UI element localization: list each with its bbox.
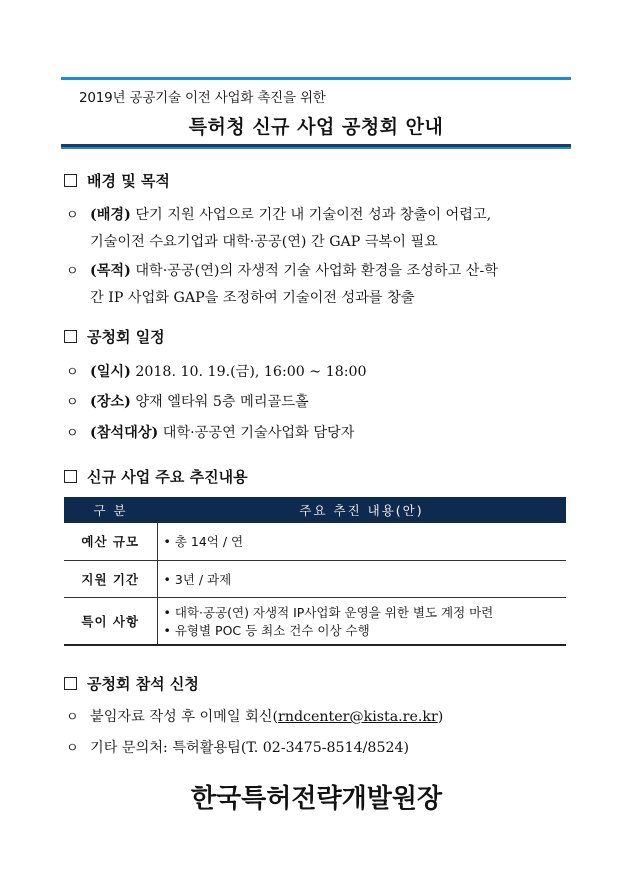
list-item: ㅇ (장소) 양재 엘타워 5층 메리골드홀 (66, 389, 586, 416)
section-heading-plan (64, 466, 248, 487)
email-link[interactable]: rndcenter@kista.re.kr (278, 709, 438, 725)
table-row (64, 560, 566, 597)
section-title: 배경 및 목적 (87, 172, 170, 190)
section-title: 공청회 참석 신청 (87, 675, 199, 693)
section-heading-background (64, 170, 170, 191)
document-subtitle: 2019년 공공기술 이전 사업화 촉진을 위한 (79, 90, 326, 106)
circle-bullet-icon: ㅇ (66, 365, 79, 380)
circle-bullet-icon: ㅇ (66, 208, 79, 223)
row-label: 지원 기간 (64, 560, 157, 597)
document-header (61, 77, 571, 149)
table-row (64, 597, 566, 645)
section-title: 공청회 일정 (87, 328, 165, 346)
header-top-rule (61, 77, 571, 80)
row-content: • 대학·공공(연) 자생적 IP사업화 운영을 위한 별도 계정 마련 • 유형별 POC 등 최소 건수 이상 수행 (157, 597, 566, 645)
section-title: 신규 사업 주요 추진내용 (87, 468, 248, 486)
circle-bullet-icon: ㅇ (66, 710, 79, 725)
issuer-signature: 한국특허전략개발원장 (190, 784, 443, 814)
checkbox-square-icon (64, 470, 77, 483)
section-heading-apply (64, 673, 199, 694)
checkbox-square-icon (64, 330, 77, 343)
list-item: ㅇ (참석대상) 대학·공공연 기술사업화 담당자 (66, 420, 586, 447)
plan-table (64, 497, 566, 646)
column-header: 주요 추진 내용(안) (157, 497, 566, 523)
row-content: • 총 14억 / 연 (157, 523, 566, 560)
checkbox-square-icon (64, 174, 77, 187)
circle-bullet-icon: ㅇ (66, 395, 79, 410)
header-bottom-rule-accent (61, 147, 571, 149)
section-heading-schedule (64, 326, 165, 347)
circle-bullet-icon: ㅇ (66, 264, 79, 279)
row-content: • 3년 / 과제 (157, 560, 566, 597)
list-item: ㅇ (배경) 단기 지원 사업으로 기간 내 기술이전 성과 창출이 어렵고, 기술이전 수요기업과 대학·공공(연) 간 GAP 극복이 필요 (66, 202, 586, 255)
table-row (64, 523, 566, 560)
circle-bullet-icon: ㅇ (66, 741, 79, 756)
circle-bullet-icon: ㅇ (66, 426, 79, 441)
row-label: 특이 사항 (64, 597, 157, 645)
list-item: ㅇ (목적) 대학·공공(연)의 자생적 기술 사업화 환경을 조성하고 산-학 간 IP 사업화 GAP을 조정하여 기술이전 성과를 창출 (66, 258, 586, 311)
table-header-row (64, 497, 566, 523)
list-item: ㅇ 기타 문의처: 특허활용팀(T. 02-3475-8514/8524) (66, 735, 586, 762)
column-header: 구 분 (64, 497, 157, 523)
list-item: ㅇ (일시) 2018. 10. 19.(금), 16:00 ~ 18:00 (66, 359, 586, 386)
checkbox-square-icon (64, 677, 77, 690)
document-title: 특허청 신규 사업 공청회 안내 (188, 116, 444, 138)
row-label: 예산 규모 (64, 523, 157, 560)
list-item: ㅇ 붙임자료 작성 후 이메일 회신(rndcenter@kista.re.kr) (66, 704, 586, 731)
